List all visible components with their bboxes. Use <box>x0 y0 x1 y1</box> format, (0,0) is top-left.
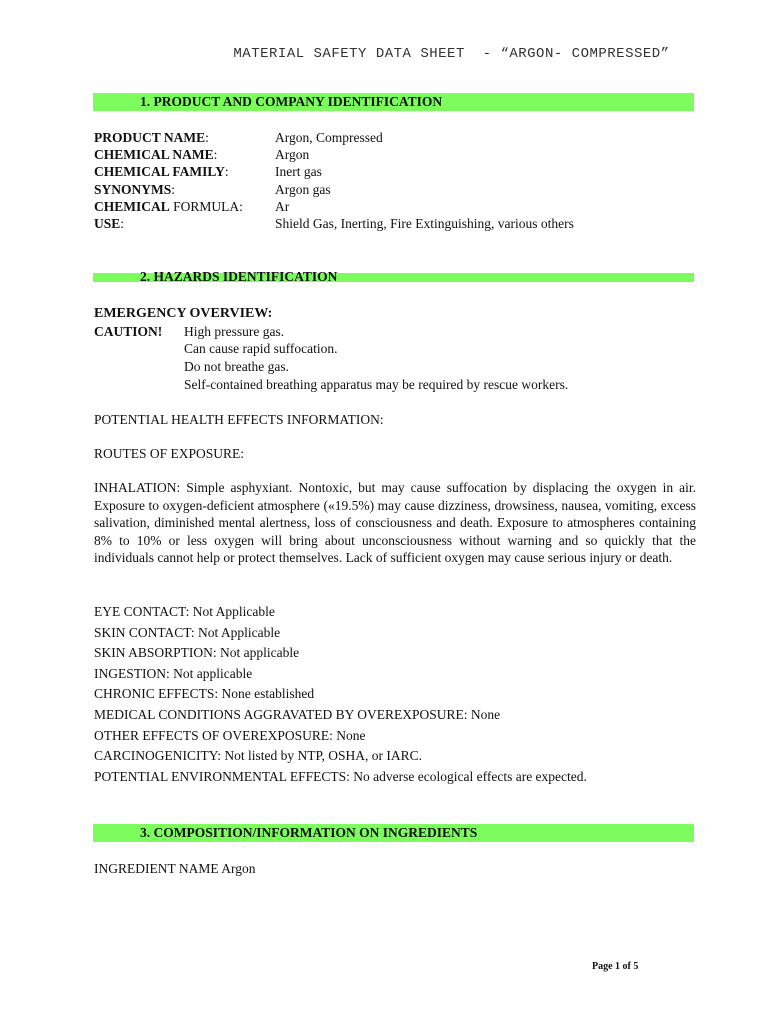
effect-item: CHRONIC EFFECTS: None established <box>94 686 315 702</box>
kv-value: Ar <box>275 198 290 214</box>
effect-item: SKIN ABSORPTION: Not applicable <box>94 645 300 661</box>
kv-key: USE: <box>94 215 125 231</box>
product-identification-table <box>94 129 694 232</box>
potential-health-heading: POTENTIAL HEALTH EFFECTS INFORMATION: <box>94 412 384 427</box>
kv-row <box>94 129 694 146</box>
section-1-title: 1. PRODUCT AND COMPANY IDENTIFICATION <box>140 94 443 109</box>
caution-label: CAUTION! <box>94 323 163 339</box>
kv-value: Argon <box>275 147 310 163</box>
kv-key: PRODUCT NAME: <box>94 130 209 145</box>
section-2-title: 2. HAZARDS IDENTIFICATION <box>140 269 338 284</box>
effect-item: OTHER EFFECTS OF OVEREXPOSURE: None <box>94 727 366 743</box>
kv-value: Shield Gas, Inerting, Fire Extinguishing, various others <box>275 215 574 231</box>
caution-line: Do not breathe gas. <box>184 359 289 375</box>
kv-row <box>94 163 694 180</box>
ingredient-name: INGREDIENT NAME Argon <box>94 861 256 876</box>
caution-lines <box>184 323 568 394</box>
kv-row <box>94 215 694 232</box>
kv-value: Inert gas <box>275 164 322 180</box>
effect-item: EYE CONTACT: Not Applicable <box>94 604 275 619</box>
kv-row <box>94 146 694 163</box>
emergency-overview <box>94 305 696 394</box>
section-2-heading <box>93 269 694 284</box>
section-3-heading <box>93 824 694 842</box>
caution-line: High pressure gas. <box>184 323 285 339</box>
section-3-title: 3. COMPOSITION/INFORMATION ON INGREDIENTS <box>140 825 478 840</box>
kv-key: CHEMICAL FAMILY: <box>94 164 229 180</box>
kv-key: CHEMICAL NAME: <box>94 147 218 163</box>
header-separator: - <box>464 46 501 62</box>
effect-item: INGESTION: Not applicable <box>94 665 253 681</box>
running-header <box>0 46 768 62</box>
effect-item: MEDICAL CONDITIONS AGGRAVATED BY OVEREXPOSURE: None <box>94 706 501 722</box>
inhalation-paragraph: INHALATION: Simple asphyxiant. Nontoxic, but may cause suffocation by displacing the oxygen in air. Exposure to oxygen-deficient atmosphere («19.5%) may cause dizziness, drowsiness, nausea, vomiting, excess salivation, diminished mental alertness, loss of consciousness and death. Exposure to atmospheres containing 8% to 10% or less oxygen will bring about unconsciousness without warning and so quickly that the individuals cannot help or protect themselves. Lack of sufficient oxygen may cause serious injury or death. <box>94 480 696 566</box>
section-1-heading <box>93 93 694 111</box>
effect-item: CARCINOGENICITY: Not listed by NTP, OSHA, or IARC. <box>94 748 423 764</box>
emergency-overview-title: EMERGENCY OVERVIEW: <box>94 306 273 321</box>
caution-block <box>94 323 696 394</box>
caution-line: Self-contained breathing apparatus may be required by rescue workers. <box>184 376 569 392</box>
effects-list <box>94 602 696 787</box>
effect-item: SKIN CONTACT: Not Applicable <box>94 624 281 640</box>
kv-row <box>94 198 694 215</box>
header-product: “ARGON- COMPRESSED” <box>500 46 670 62</box>
page-number: Page 1 of 5 <box>592 961 639 972</box>
routes-of-exposure-heading: ROUTES OF EXPOSURE: <box>94 446 245 461</box>
effect-item: POTENTIAL ENVIRONMENTAL EFFECTS: No adverse ecological effects are expected. <box>94 768 587 784</box>
kv-key: SYNONYMS: <box>94 181 176 197</box>
kv-row <box>94 181 694 198</box>
kv-value: Argon gas <box>275 181 331 197</box>
kv-value: Argon, Compressed <box>275 130 383 145</box>
caution-line: Can cause rapid suffocation. <box>184 341 338 357</box>
kv-key: CHEMICAL FORMULA: <box>94 198 243 214</box>
header-title: MATERIAL SAFETY DATA SHEET <box>233 46 465 62</box>
